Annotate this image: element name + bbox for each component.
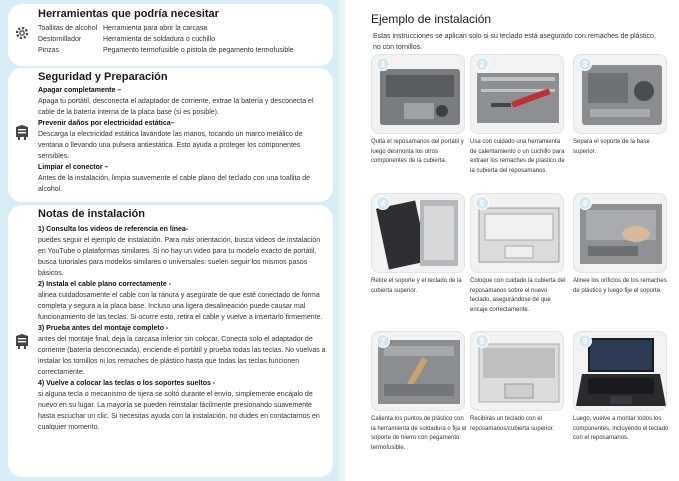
tool-desc: Herramienta de soldadura o cuchillo <box>103 36 216 43</box>
step-number-badge: 7 <box>376 334 390 348</box>
divider-strip <box>339 0 345 481</box>
step-number-badge: 4 <box>376 196 390 210</box>
notes-icon <box>14 124 30 140</box>
section-heading: Limpiar el conector – <box>38 164 109 171</box>
step-number-badge: 9 <box>578 334 592 348</box>
section-heading: Prevenir daños por electricidad estática– <box>38 120 175 127</box>
example-title: Ejemplo de instalación <box>371 12 492 26</box>
section-text: Apaga tu portátil, desconecta el adaptador de corriente, extrae la batería y desconecta el cable de la batería interna de la placa base (si es posible). <box>38 98 314 116</box>
left-panel <box>0 0 339 481</box>
gear-icon <box>14 25 30 41</box>
step-number-badge: 2 <box>475 57 489 71</box>
tool-name: Destornillador <box>38 36 82 43</box>
section-heading: Apagar completamente – <box>38 87 122 94</box>
step-caption: Alinee los orificios de los remaches de plástico y luego fije el soporte. <box>573 278 667 294</box>
tool-desc: Herramienta para abrir la carcasa <box>103 25 208 32</box>
step-number-badge: 3 <box>578 57 592 71</box>
tool-name: Pinzas <box>38 47 60 54</box>
section-text: alinea cuidadosamente el cable con la ranura y asegúrate de que esté conectado de forma completa y segura a la placa base. Incluso una ligera desalineación puede causar mal funcionamiento de las teclas. Si ocurre esto, retira el cable y vuelve a insertarlo firmemente. <box>38 292 323 321</box>
step-caption: Luego, vuelve a montar todos los componentes, incluyendo el teclado con el reposamanos. <box>573 416 669 441</box>
step-number-badge: 1 <box>376 57 390 71</box>
notes-card <box>8 205 333 477</box>
section-heading: 4) Vuelve a colocar las teclas o los soportes sueltos - <box>38 380 216 387</box>
section-text: Descarga la electricidad estática lavándote las manos, tocando un marco metálico de ventana o llevando una pulsera antiestática. Esto ayuda a proteger los componentes sensibles. <box>38 131 303 160</box>
step-caption: Quita el reposamanos del portátil y luego desmonta los otros componentes de la cubierta. <box>371 139 464 164</box>
section-text: Antes de la instalación, limpia suavemente el cable plano del teclado con una toallita de alcohol. <box>38 175 311 193</box>
step-number-badge: 8 <box>475 334 489 348</box>
section-heading: 3) Prueba antes del montaje completo - <box>38 325 169 332</box>
step-number-badge: 6 <box>578 196 592 210</box>
step-caption: Recibirás un teclado con el reposamanos/cubierta superior. <box>470 416 555 432</box>
tool-name: Toallitas de alcohol <box>38 25 98 32</box>
tools-row <box>38 23 294 34</box>
tools-card <box>8 4 333 66</box>
step-caption: Retire el soporte y el teclado de la cubierta superior. <box>371 278 462 294</box>
example-intro: Estas instrucciones se aplican solo si su teclado está asegurado con remaches de plástico, no con tornillos. <box>373 33 656 51</box>
notes-icon <box>14 333 30 349</box>
step-caption: Usa con cuidado una herramienta de calentamiento o un cuchillo para extraer los remaches de plástico de la cubierta del reposamanos. <box>470 139 565 174</box>
safety-card <box>8 68 333 202</box>
section-heading: 1) Consulta los videos de referencia en línea- <box>38 226 189 233</box>
step-caption: Coloque con cuidado la cubierta del reposamanos sobre el nuevo teclado, asegurándose de que encaje correctamente. <box>470 278 566 313</box>
notes-body <box>38 224 327 433</box>
section-text: antes del montaje final, deja la carcasa inferior sin colocar. Conecta solo el adaptador de corriente (batería desconectada), enciende el portátil y prueba todas las teclas. No vuelvas a instalar los tornillos ni los remaches de plástico hasta que todas las teclas funcionen correctamente. <box>38 336 326 376</box>
tools-row <box>38 34 294 45</box>
section-text: puedes seguir el ejemplo de instalación. Para más orientación, busca videos de instalación en YouTube o plataformas similares. Si no hay un video para tu modelo exacto de portátil, busca tutoriales para modelos similares o universales: suelen seguir los mismos pasos básicos. <box>38 237 321 277</box>
tools-row <box>38 45 294 56</box>
right-panel <box>339 0 679 481</box>
step-caption: Separa el soporte de la base superior. <box>573 139 650 155</box>
section-heading: 2) Instala el cable plano correctamente - <box>38 281 172 288</box>
tools-title: Herramientas que podría necesitar <box>38 8 219 20</box>
step-caption: Calienta los puntos de plástico con la herramienta de soldadura o fija el soporte de hierro con pegamento termofusible. <box>371 416 467 451</box>
tools-list <box>38 23 294 56</box>
notes-title: Notas de instalación <box>38 208 145 220</box>
safety-body <box>38 85 327 195</box>
tool-desc: Pegamento termofusible o pistola de pegamento termofusible <box>103 47 294 54</box>
section-text: si alguna tecla o mecanismo de tijera se soltó durante el envío, simplemente encájalo de nuevo en su lugar. La mayoría se pueden reinstalar fácilmente presionando suavemente hasta escuchar un clic. Si necesitas ayuda con la instalación, no dudes en contactarnos en cualquier momento. <box>38 391 320 431</box>
step-number-badge: 5 <box>475 196 489 210</box>
safety-title: Seguridad y Preparación <box>38 71 168 83</box>
